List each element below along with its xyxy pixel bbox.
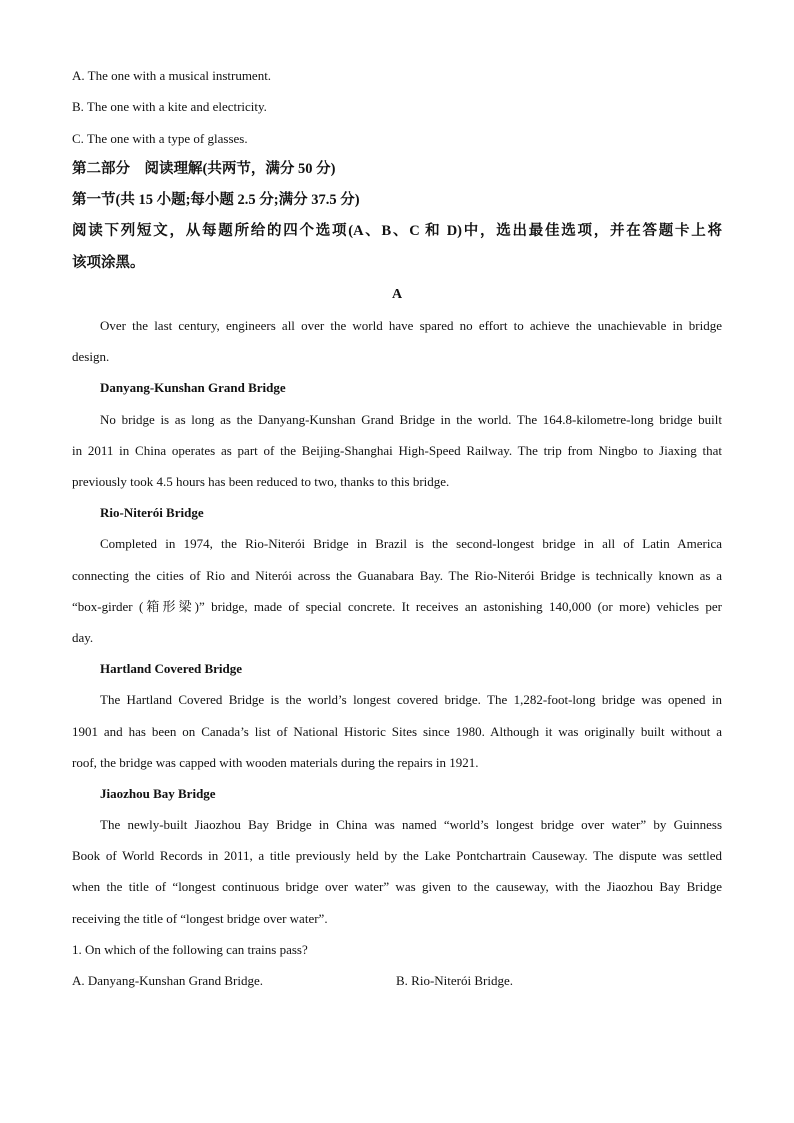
paragraph-line: The Hartland Covered Bridge is the world’s longest covered bridge. The 1,282-foot-long bridge was opened in bbox=[100, 692, 722, 707]
paragraph-line: day. bbox=[72, 630, 94, 645]
bridge-heading: Jiaozhou Bay Bridge bbox=[100, 786, 216, 801]
paragraph-line: when the title of “longest continuous bridge over water” was given to the causeway, with the Jiaozhou Bay Bridge bbox=[72, 879, 722, 894]
passage-label: A bbox=[391, 287, 403, 302]
question-1-option-a: A. Danyang-Kunshan Grand Bridge. bbox=[72, 973, 263, 988]
paragraph-line: Book of World Records in 2011, a title previously held by the Lake Pontchartrain Causeway. The dispute was settled bbox=[72, 848, 722, 863]
question-1-option-b: B. Rio-Niterói Bridge. bbox=[396, 973, 513, 988]
question-1-stem: 1. On which of the following can trains pass? bbox=[72, 942, 308, 957]
paragraph-line: roof, the bridge was capped with wooden materials during the repairs in 1921. bbox=[72, 755, 479, 770]
intro-line-2: design. bbox=[72, 349, 110, 364]
bridge-heading: Hartland Covered Bridge bbox=[100, 661, 243, 676]
paragraph-line: Completed in 1974, the Rio-Niterói Bridge in Brazil is the second-longest bridge in all of Latin America bbox=[100, 536, 722, 551]
bridge-heading: Rio-Niterói Bridge bbox=[100, 505, 204, 520]
previous-option-c: C. The one with a type of glasses. bbox=[72, 131, 248, 146]
paragraph-line: receiving the title of “longest bridge over water”. bbox=[72, 911, 328, 926]
subsection-title: 第一节(共 15 小题;每小题 2.5 分;满分 37.5 分) bbox=[72, 192, 360, 208]
paragraph-line: previously took 4.5 hours has been reduced to two, thanks to this bridge. bbox=[72, 474, 450, 489]
paragraph-line: connecting the cities of Rio and Niterói across the Guanabara Bay. The Rio-Niterói Bridge is technically known as a bbox=[72, 568, 722, 583]
paragraph-line: in 2011 in China operates as part of the Beijing-Shanghai High-Speed Railway. The trip from Ningbo to Jiaxing that bbox=[72, 443, 722, 458]
previous-option-a: A. The one with a musical instrument. bbox=[72, 68, 272, 83]
intro-line-1: Over the last century, engineers all over the world have spared no effort to achieve the unachievable in bridge bbox=[100, 318, 722, 333]
paragraph-line: The newly-built Jiaozhou Bay Bridge in China was named “world’s longest bridge over water” by Guinness bbox=[100, 817, 722, 832]
paragraph-line: No bridge is as long as the Danyang-Kunshan Grand Bridge in the world. The 164.8-kilometre-long bridge built bbox=[100, 412, 722, 427]
instruction-line-2: 该项涂黑。 bbox=[72, 255, 145, 271]
paragraph-line: 1901 and has been on Canada’s list of National Historic Sites since 1980. Although it was originally built without a bbox=[72, 724, 722, 739]
bridge-heading: Danyang-Kunshan Grand Bridge bbox=[100, 380, 286, 395]
part-title: 第二部分 阅读理解(共两节，满分 50 分) bbox=[72, 161, 336, 177]
instruction-line-1: 阅读下列短文，从每题所给的四个选项(A、B、C 和 D)中，选出最佳选项，并在答题卡上将 bbox=[72, 223, 722, 239]
previous-option-b: B. The one with a kite and electricity. bbox=[72, 99, 267, 114]
paragraph-line: “box-girder (箱形梁)” bridge, made of special concrete. It receives an astonishing 140,000 (or more) vehicles per bbox=[72, 599, 722, 614]
